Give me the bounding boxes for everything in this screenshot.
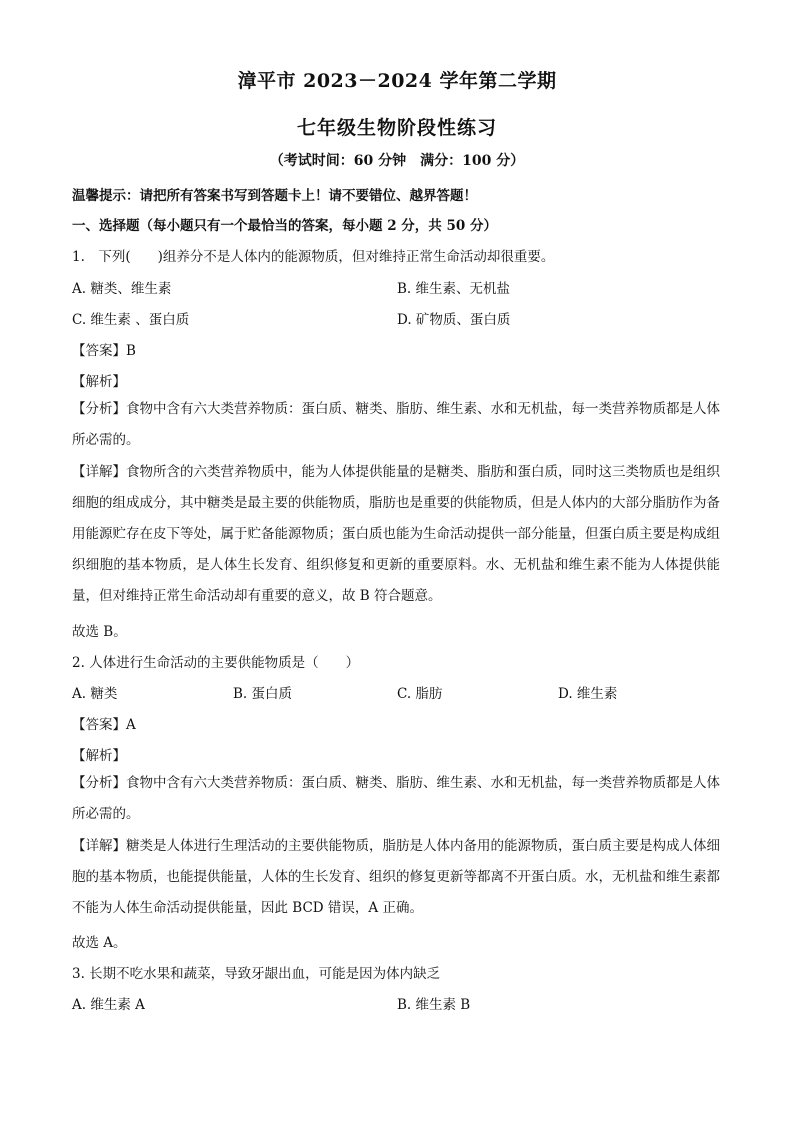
question-2-option-c: C. 脂肪 bbox=[397, 686, 443, 702]
question-1-option-b: B. 维生素、无机盐 bbox=[397, 281, 511, 297]
question-1-option-a: A. 糖类、维生素 bbox=[72, 281, 172, 297]
question-1-option-c: C. 维生素 、蛋白质 bbox=[72, 312, 190, 328]
question-2-stem: 2. 人体进行生命活动的主要供能物质是（ ） bbox=[72, 655, 360, 671]
question-2-option-b: B. 蛋白质 bbox=[233, 686, 293, 702]
question-1-fenxi: 【分析】食物中含有六大类营养物质：蛋白质、糖类、脂肪、维生素、水和无机盐，每一类营养物质都是人体所必需的。 bbox=[72, 401, 720, 448]
question-2-answer: 【答案】A bbox=[72, 717, 136, 733]
question-2-fenxi: 【分析】食物中含有六大类营养物质：蛋白质、糖类、脂肪、维生素、水和无机盐，每一类营养物质都是人体所必需的。 bbox=[72, 775, 720, 822]
notice: 温馨提示：请把所有答案书写到答题卡上！请不要错位、越界答题！ bbox=[72, 188, 477, 204]
question-3-option-b: B. 维生素 B bbox=[397, 997, 471, 1013]
question-3-stem: 3. 长期不吃水果和蔬菜，导致牙龈出血，可能是因为体内缺乏 bbox=[72, 966, 441, 982]
question-2-xiangjie: 【详解】糖类是人体进行生理活动的主要供能物质，脂肪是人体内备用的能源物质，蛋白质主要是构成人体细胞的基本物质，也能提供能量，人体的生长发育、组织的修复更新等都离不开蛋白质。水，无机盐和维生素都不能为人体生命活动提供能量，因此 BCD 错误，A 正确。 bbox=[72, 838, 720, 916]
question-2-option-d: D. 维生素 bbox=[558, 686, 618, 702]
page-title: 漳平市 2023－2024 学年第二学期 bbox=[237, 70, 557, 92]
question-1-answer: 【答案】B bbox=[72, 343, 136, 359]
question-1-option-d: D. 矿物质、蛋白质 bbox=[397, 312, 511, 328]
page-subtitle: 七年级生物阶段性练习 bbox=[296, 117, 497, 139]
section-heading: 一、选择题（每小题只有一个最恰当的答案，每小题 2 分，共 50 分） bbox=[72, 218, 497, 234]
question-2-conclusion: 故选 A。 bbox=[72, 935, 127, 951]
question-2-analysis-label: 【解析】 bbox=[72, 748, 126, 764]
question-2-option-a: A. 糖类 bbox=[72, 686, 118, 702]
question-1-analysis-label: 【解析】 bbox=[72, 374, 126, 390]
question-1-conclusion: 故选 B。 bbox=[72, 624, 127, 640]
exam-info: （考试时间：60 分钟 满分：100 分） bbox=[269, 153, 525, 169]
question-3-option-a: A. 维生素 A bbox=[72, 997, 145, 1013]
question-1-xiangjie: 【详解】食物所含的六类营养物质中，能为人体提供能量的是糖类、脂肪和蛋白质，同时这三类物质也是组织细胞的组成成分，其中糖类是最主要的供能物质，脂肪也是重要的供能物质，但是人体内的大部分脂肪作为备用能源贮存在皮下等处，属于贮备能源物质；蛋白质也能为生命活动提供一部分能量，但蛋白质主要是构成组织细胞的基本物质，是人体生长发育、组织修复和更新的重要原料。水、无机盐和维生素不能为人体提供能量，但对维持正常生命活动却有重要的意义，故 B 符合题意。 bbox=[72, 464, 720, 604]
question-1-stem: 1. 下列( )组养分不是人体内的能源物质，但对维持正常生命活动却很重要。 bbox=[72, 249, 555, 265]
